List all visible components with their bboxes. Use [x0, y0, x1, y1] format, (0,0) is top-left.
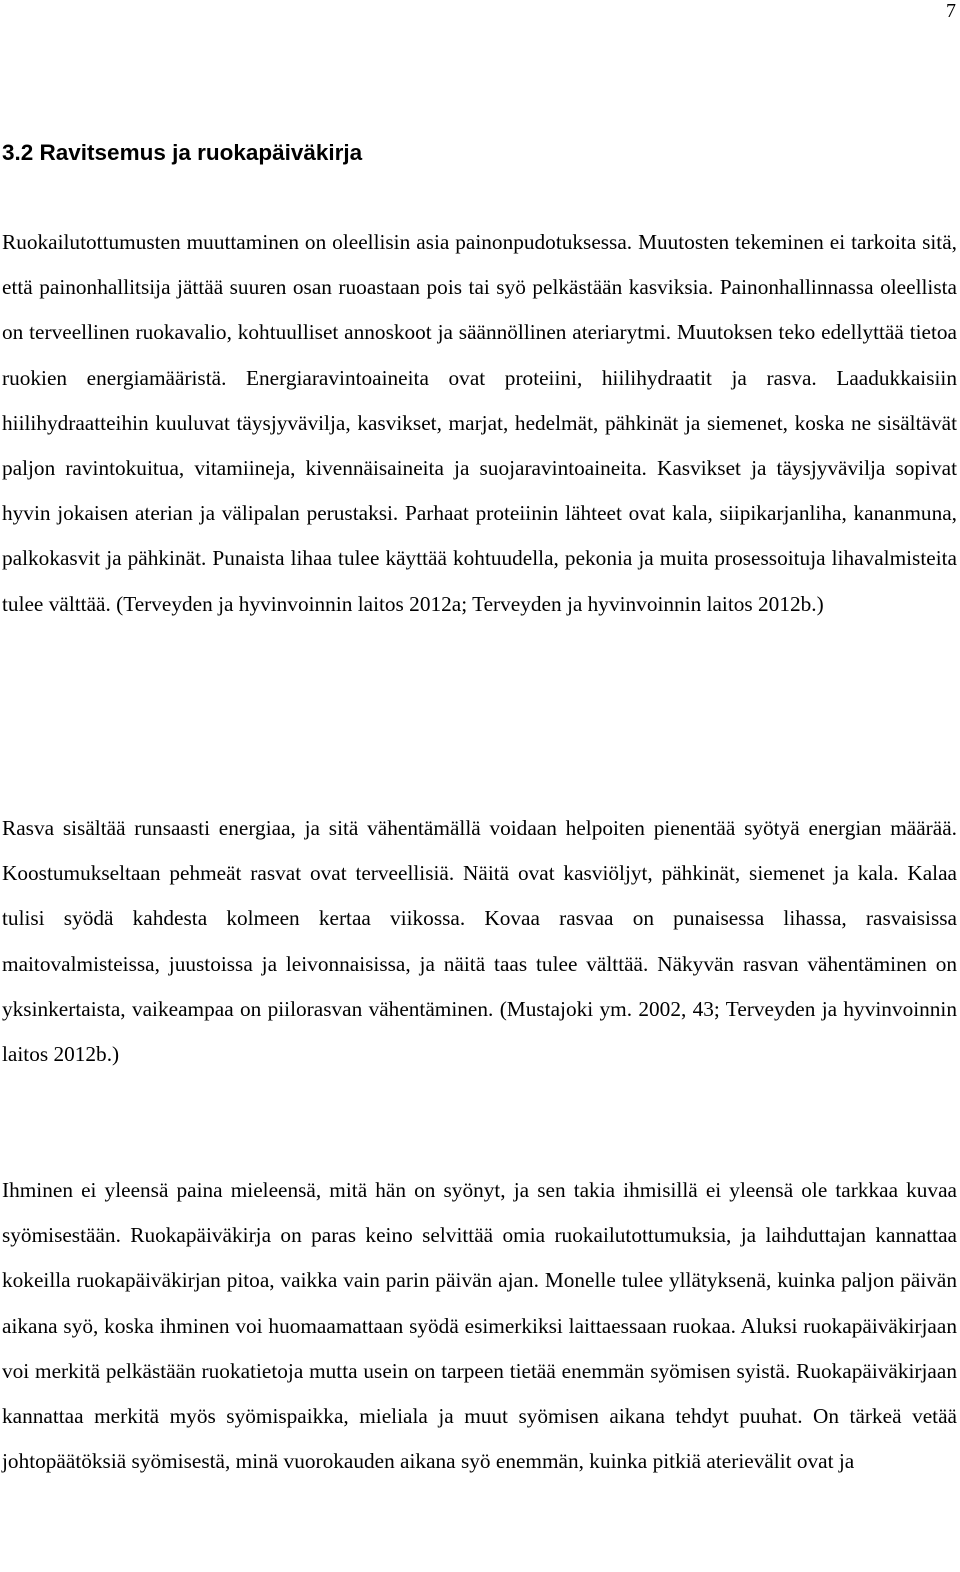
- body-paragraph: Ruokailutottumusten muuttaminen on oleellisin asia painonpudotuksessa. Muutosten tekeminen ei tarkoita sitä, että painonhallitsija jättää suuren osan ruoastaan pois tai syö pelkästään kasviksia. Painonhallinnassa oleellista on terveellinen ruokavalio, kohtuulliset annoskoot ja säännöllinen ateriarytmi. Muutoksen teko edellyttää tietoa ruokien energiamääristä. Energiaravintoaineita ovat proteiini, hiilihydraatit ja rasva. Laadukkaisiin hiilihydraatteihin kuuluvat täysjyvävilja, kasvikset, marjat, hedelmät, pähkinät ja siemenet, koska ne sisältävät paljon ravintokuitua, vitamiineja, kivennäisaineita ja suojaravintoaineita. Kasvikset ja täysjyvävilja sopivat hyvin jokaisen aterian ja välipalan perustaksi. Parhaat proteiinin lähteet ovat kala, siipikarjanliha, kananmuna, palkokasvit ja pähkinät. Punaista lihaa tulee käyttää kohtuudella, pekonia ja muita prosessoituja lihavalmisteita tulee välttää. (Terveyden ja hyvinvoinnin laitos 2012a; Terveyden ja hyvinvoinnin laitos 2012b.): [2, 230, 957, 616]
- page-number: 7: [946, 0, 956, 22]
- body-paragraph: Ihminen ei yleensä paina mieleensä, mitä hän on syönyt, ja sen takia ihmisillä ei yleensä ole tarkkaa kuvaa syömisestään. Ruokapäiväkirja on paras keino selvittää omia ruokailutottumuksia, ja laihduttajan kannattaa kokeilla ruokapäiväkirjan pitoa, vaikka vain parin päivän ajan. Monelle tulee yllätyksenä, kuinka paljon päivän aikana syö, koska ihminen voi huomaamattaan syödä esimerkiksi laittaessaan ruokaa. Aluksi ruokapäiväkirjaan voi merkitä pelkästään ruokatietoja mutta usein on tarpeen tietää enemmän syömisen syistä. Ruokapäiväkirjaan kannattaa merkitä myös syömispaikka, mieliala ja muut syömisen aikana tehdyt puuhat. On tärkeä vetää johtopäätöksiä syömisestä, minä vuorokauden aikana syö enemmän, kuinka pitkiä aterievälit ovat ja: [2, 1178, 957, 1474]
- body-paragraph: Rasva sisältää runsaasti energiaa, ja sitä vähentämällä voidaan helpoiten pienentää syötyä energian määrää. Koostumukseltaan pehmeät rasvat ovat terveellisiä. Näitä ovat kasviöljyt, pähkinät, siemenet ja kala. Kalaa tulisi syödä kahdesta kolmeen kertaa viikossa. Kovaa rasvaa on punaisessa lihassa, rasvaisissa maitovalmisteissa, juustoissa ja leivonnaisissa, ja näitä taas tulee välttää. Näkyvän rasvan vähentäminen on yksinkertaista, vaikeampaa on piilorasvan vähentäminen. (Mustajoki ym. 2002, 43; Terveyden ja hyvinvoinnin laitos 2012b.): [2, 816, 957, 1067]
- section-heading: 3.2 Ravitsemus ja ruokapäiväkirja: [2, 140, 363, 165]
